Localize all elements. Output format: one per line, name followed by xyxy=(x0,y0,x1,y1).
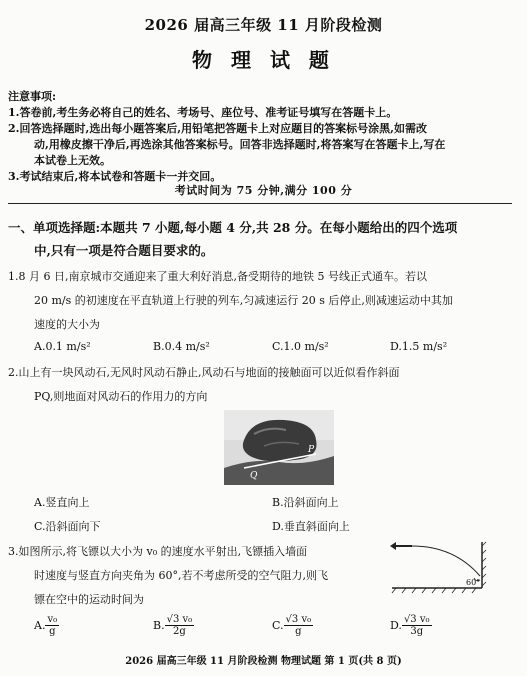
q1-option-c: C.1.0 m/s² xyxy=(272,340,329,353)
dart-icon xyxy=(390,542,412,550)
question-2-text: PQ,则地面对风动石的作用力的方向 xyxy=(34,390,208,403)
question-1-text: 20 m/s 的初速度在平直轨道上行驶的列车,匀减速运行 20 s 后停止,则减速运动中其加 xyxy=(34,294,453,307)
q3-option-b: B. $\frac{\text{√3 v₀}}{2g}$ xyxy=(153,614,193,637)
photo-label-q: Q xyxy=(250,471,258,481)
time-info: 考试时间为 75 分钟,满分 100 分 xyxy=(174,184,353,197)
notice-heading: 注意事项: xyxy=(8,90,57,103)
q1-option-a: A.0.1 m/s² xyxy=(34,340,91,353)
exam-title: 2026 届高三年级 11 月阶段检测 xyxy=(144,16,383,34)
q1-option-d: D.1.5 m/s² xyxy=(390,340,448,353)
question-3-text: 镖在空中的运动时间为 xyxy=(34,593,144,606)
notice-line: 3.考试结束后,将本试卷和答题卡一并交回。 xyxy=(8,170,222,183)
notice-line: 1.答卷前,考生务必将自己的姓名、考场号、座位号、准考证号填写在答题卡上。 xyxy=(8,106,398,119)
section-heading: 一、单项选择题:本题共 7 小题,每小题 4 分,共 28 分。在每小题给出的四个选项 xyxy=(8,220,458,235)
question-1-text: 1.8 月 6 日,南京城市交通迎来了重大利好消息,备受期待的地铁 5 号线正式通车。若以 xyxy=(8,270,427,283)
dart-diagram xyxy=(384,536,504,598)
q3-option-d: D. $\frac{\text{√3 v₀}}{3g}$ xyxy=(390,614,430,637)
question-2-text: 2.山上有一块风动石,无风时风动石静止,风动石与地面的接触面可以近似看作斜面 xyxy=(8,366,400,379)
balancing-rock-photo xyxy=(224,410,334,485)
q3-option-a: A. $\frac{\text{v₀}}{g}$ xyxy=(34,614,58,637)
q1-option-b: B.0.4 m/s² xyxy=(153,340,210,353)
question-3-text: 时速度与竖直方向夹角为 60°,若不考虑所受的空气阻力,则飞 xyxy=(34,569,328,582)
question-3-text: 3.如图所示,将飞镖以大小为 v₀ 的速度水平射出,飞镖插入墙面 xyxy=(8,545,308,558)
notice-line: 本试卷上无效。 xyxy=(34,154,111,167)
q2-option-d: D.垂直斜面向上 xyxy=(272,520,350,533)
q2-option-b: B.沿斜面向上 xyxy=(272,496,339,509)
subject-title: 物 理 试 题 xyxy=(192,48,335,72)
notice-line: 2.回答选择题时,选出每小题答案后,用铅笔把答题卡上对应题目的答案标号涂黑,如需改 xyxy=(8,122,427,135)
q2-option-a: A.竖直向上 xyxy=(34,496,90,509)
section-heading: 中,只有一项是符合题目要求的。 xyxy=(34,243,214,258)
notice-line: 动,用橡皮擦干净后,再选涂其他答案标号。回答非选择题时,将答案写在答题卡上,写在 xyxy=(34,138,446,151)
divider xyxy=(8,203,512,204)
q3-option-c: C. $\frac{\text{√3 v₀}}{g}$ xyxy=(272,614,312,637)
photo-label-p: P xyxy=(308,445,315,455)
angle-label: 60° xyxy=(466,578,481,587)
question-1-text: 速度的大小为 xyxy=(34,318,100,331)
page-footer: 2026 届高三年级 11 月阶段检测 物理试题 第 1 页(共 8 页) xyxy=(125,656,402,667)
q2-option-c: C.沿斜面向下 xyxy=(34,520,101,533)
